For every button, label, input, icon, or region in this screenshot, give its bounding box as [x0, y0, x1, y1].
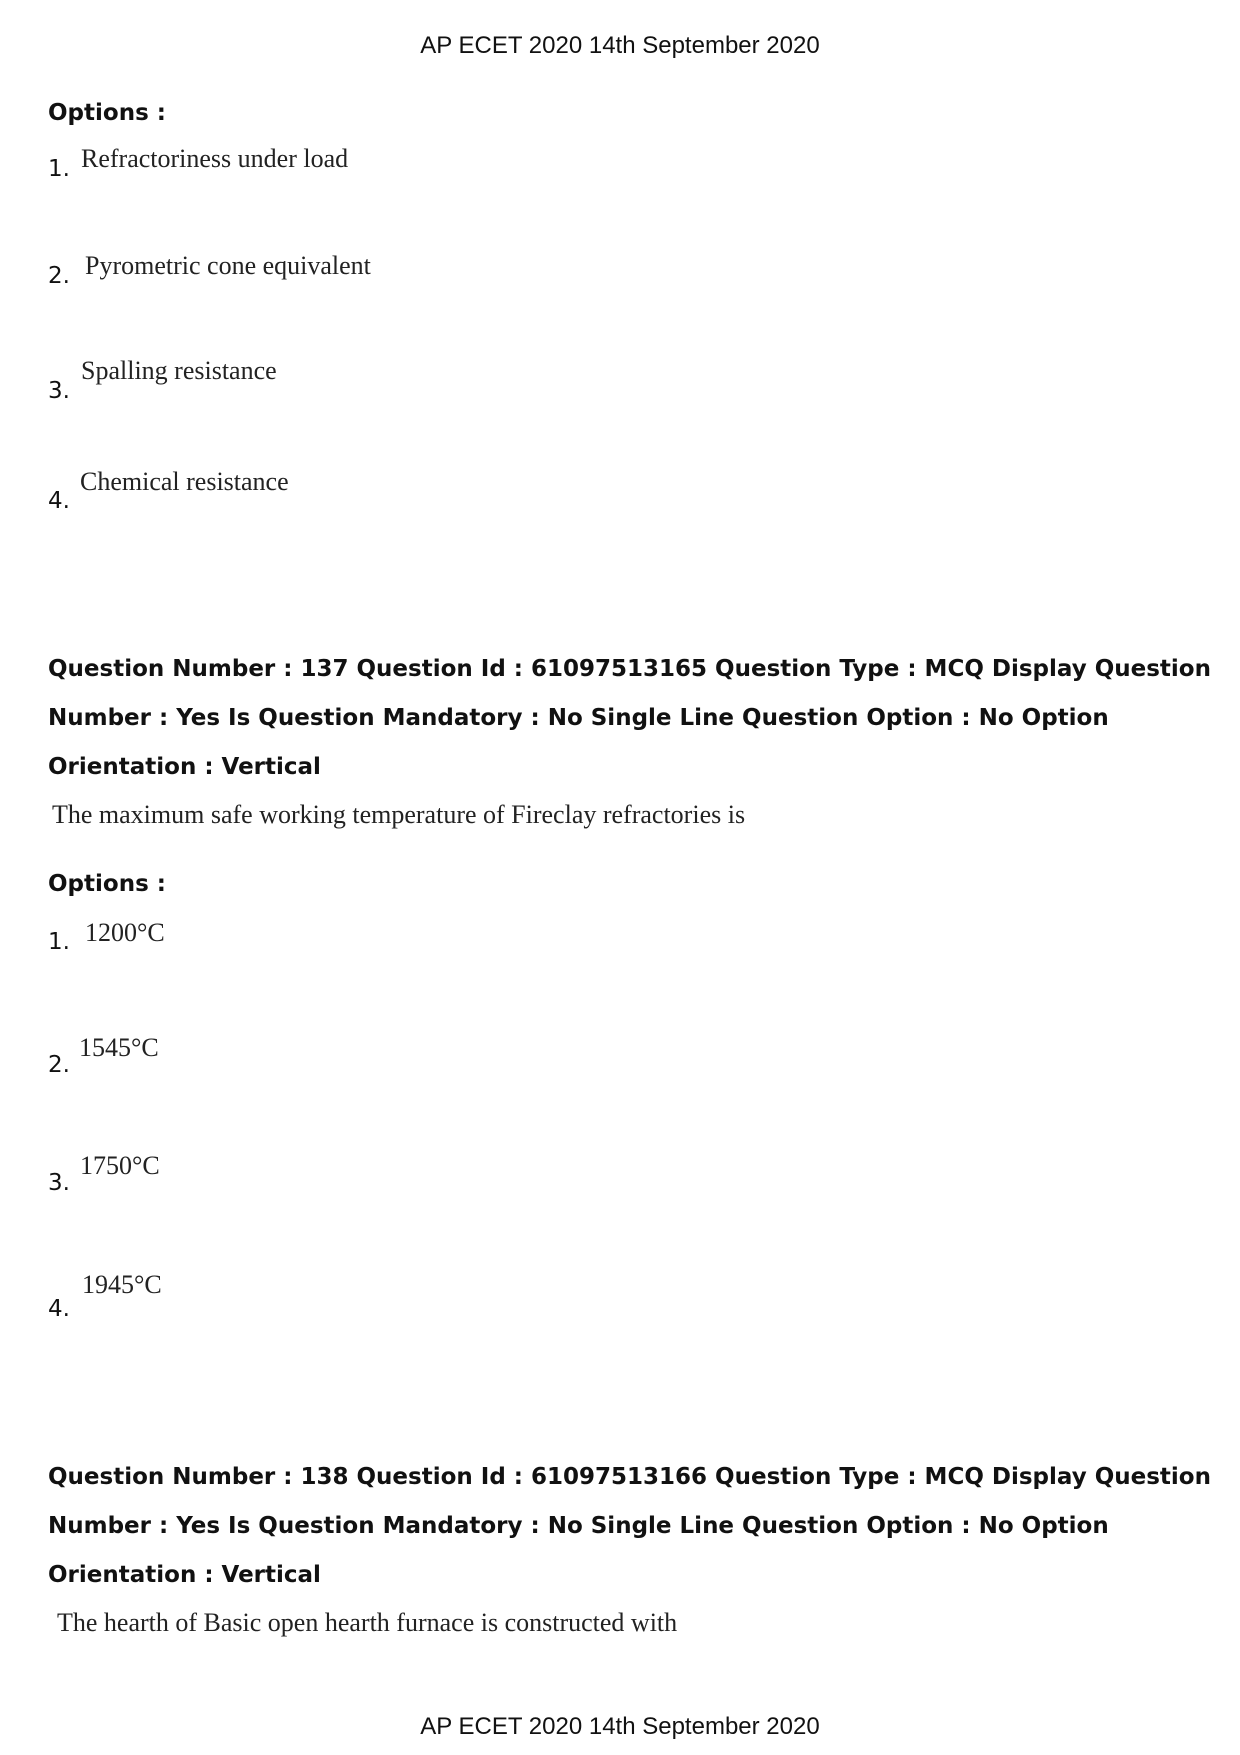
- options-label: Options :: [48, 100, 166, 126]
- option-number: 2.: [48, 1052, 70, 1078]
- options-label: Options :: [48, 871, 166, 897]
- option-text: Pyrometric cone equivalent: [85, 251, 371, 280]
- option-text: 1200°C: [85, 918, 165, 947]
- question-137-meta: [48, 645, 1211, 792]
- option-number: 3.: [48, 1170, 70, 1196]
- question-meta-line: Number : Yes Is Question Mandatory : No Single Line Question Option : No Option: [48, 1513, 1109, 1539]
- option-number: 3.: [48, 378, 70, 404]
- page-header: AP ECET 2020 14th September 2020: [420, 32, 820, 59]
- question-meta-line: Question Number : 138 Question Id : 61097513166 Question Type : MCQ Display Question: [48, 1464, 1211, 1490]
- question-meta-line: Number : Yes Is Question Mandatory : No Single Line Question Option : No Option: [48, 705, 1109, 731]
- option-number: 4.: [48, 488, 70, 514]
- option-text: 1945°C: [82, 1270, 162, 1299]
- question-137-text: The maximum safe working temperature of Fireclay refractories is: [52, 800, 746, 829]
- option-number: 4.: [48, 1296, 70, 1322]
- option-text: 1545°C: [79, 1033, 159, 1062]
- question-138-text: The hearth of Basic open hearth furnace is constructed with: [57, 1608, 678, 1637]
- page-footer: AP ECET 2020 14th September 2020: [420, 1713, 820, 1740]
- question-meta-line: Question Number : 137 Question Id : 61097513165 Question Type : MCQ Display Question: [48, 656, 1211, 682]
- option-text: Chemical resistance: [80, 467, 289, 496]
- option-text: Spalling resistance: [81, 356, 277, 385]
- question-meta-line: Orientation : Vertical: [48, 754, 321, 780]
- question-meta-line: Orientation : Vertical: [48, 1562, 321, 1588]
- option-number: 1.: [48, 156, 70, 182]
- option-text: 1750°C: [80, 1151, 160, 1180]
- question-138-meta: [48, 1453, 1211, 1600]
- option-number: 2.: [48, 263, 70, 289]
- option-text: Refractoriness under load: [81, 144, 349, 173]
- option-number: 1.: [48, 929, 70, 955]
